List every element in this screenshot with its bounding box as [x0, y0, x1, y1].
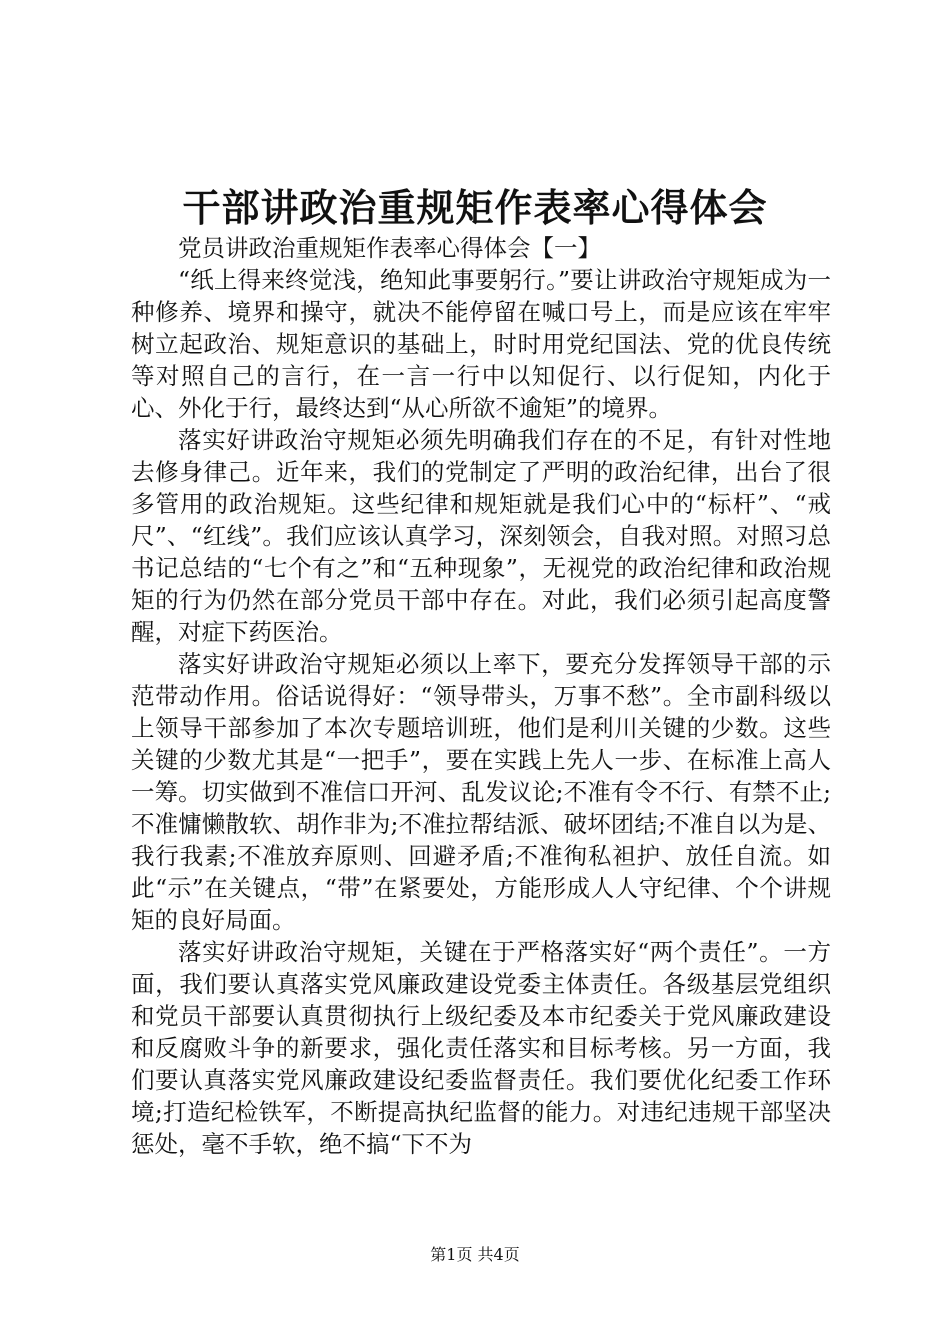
paragraph: 落实好讲政治守规矩必须以上率下，要充分发挥领导干部的示范带动作用。俗话说得好：“领导带头，万事不愁”。全市副科级以上领导干部参加了本次专题培训班，他们是利川关键的少数。这些关键的少数尤其是“一把手”，要在实践上先人一步、在标准上高人一筹。切实做到不准信口开河、乱发议论;不准有令不行、有禁不止;不准慵懒散软、胡作非为;不准拉帮结派、破坏团结;不准自以为是、我行我素;不准放弃原则、回避矛盾;不准徇私袒护、放任自流。如此“示”在关键点，“带”在紧要处，方能形成人人守纪律、个个讲规矩的良好局面。	[131, 650, 831, 934]
paragraph: 落实好讲政治守规矩，关键在于严格落实好“两个责任”。一方面，我们要认真落实党风廉政建设党委主体责任。各级基层党组织和党员干部要认真贯彻执行上级纪委及本市纪委关于党风廉政建设和反腐败斗争的新要求，强化责任落实和目标考核。另一方面，我们要认真落实党风廉政建设纪委监督责任。我们要优化纪委工作环境;打造纪检铁军，不断提高执纪监督的能力。对违纪违规干部坚决惩处，毫不手软，绝不搞“下不为	[131, 938, 831, 1158]
document-title: 干部讲政治重规矩作表率心得体会	[182, 185, 768, 230]
document-subtitle: 党员讲政治重规矩作表率心得体会【一】	[178, 234, 601, 262]
page-number-footer: 第1页 共4页	[430, 1245, 520, 1264]
paragraph: 落实好讲政治守规矩必须先明确我们存在的不足，有针对性地去修身律己。近年来，我们的党制定了严明的政治纪律，出台了很多管用的政治规矩。这些纪律和规矩就是我们心中的“标杆”、“戒尺”、“红线”。我们应该认真学习，深刻领会，自我对照。对照习总书记总结的“七个有之”和“五种现象”，无视党的政治纪律和政治规矩的行为仍然在部分党员干部中存在。对此，我们必须引起高度警醒，对症下药医治。	[131, 426, 831, 646]
document-body	[131, 232, 831, 1160]
paragraph: “纸上得来终觉浅，绝知此事要躬行。”要让讲政治守规矩成为一种修养、境界和操守，就决不能停留在喊口号上，而是应该在牢牢树立起政治、规矩意识的基础上，时时用党纪国法、党的优良传统等对照自己的言行，在一言一行中以知促行、以行促知，内化于心、外化于行，最终达到“从心所欲不逾矩”的境界。	[131, 266, 831, 422]
